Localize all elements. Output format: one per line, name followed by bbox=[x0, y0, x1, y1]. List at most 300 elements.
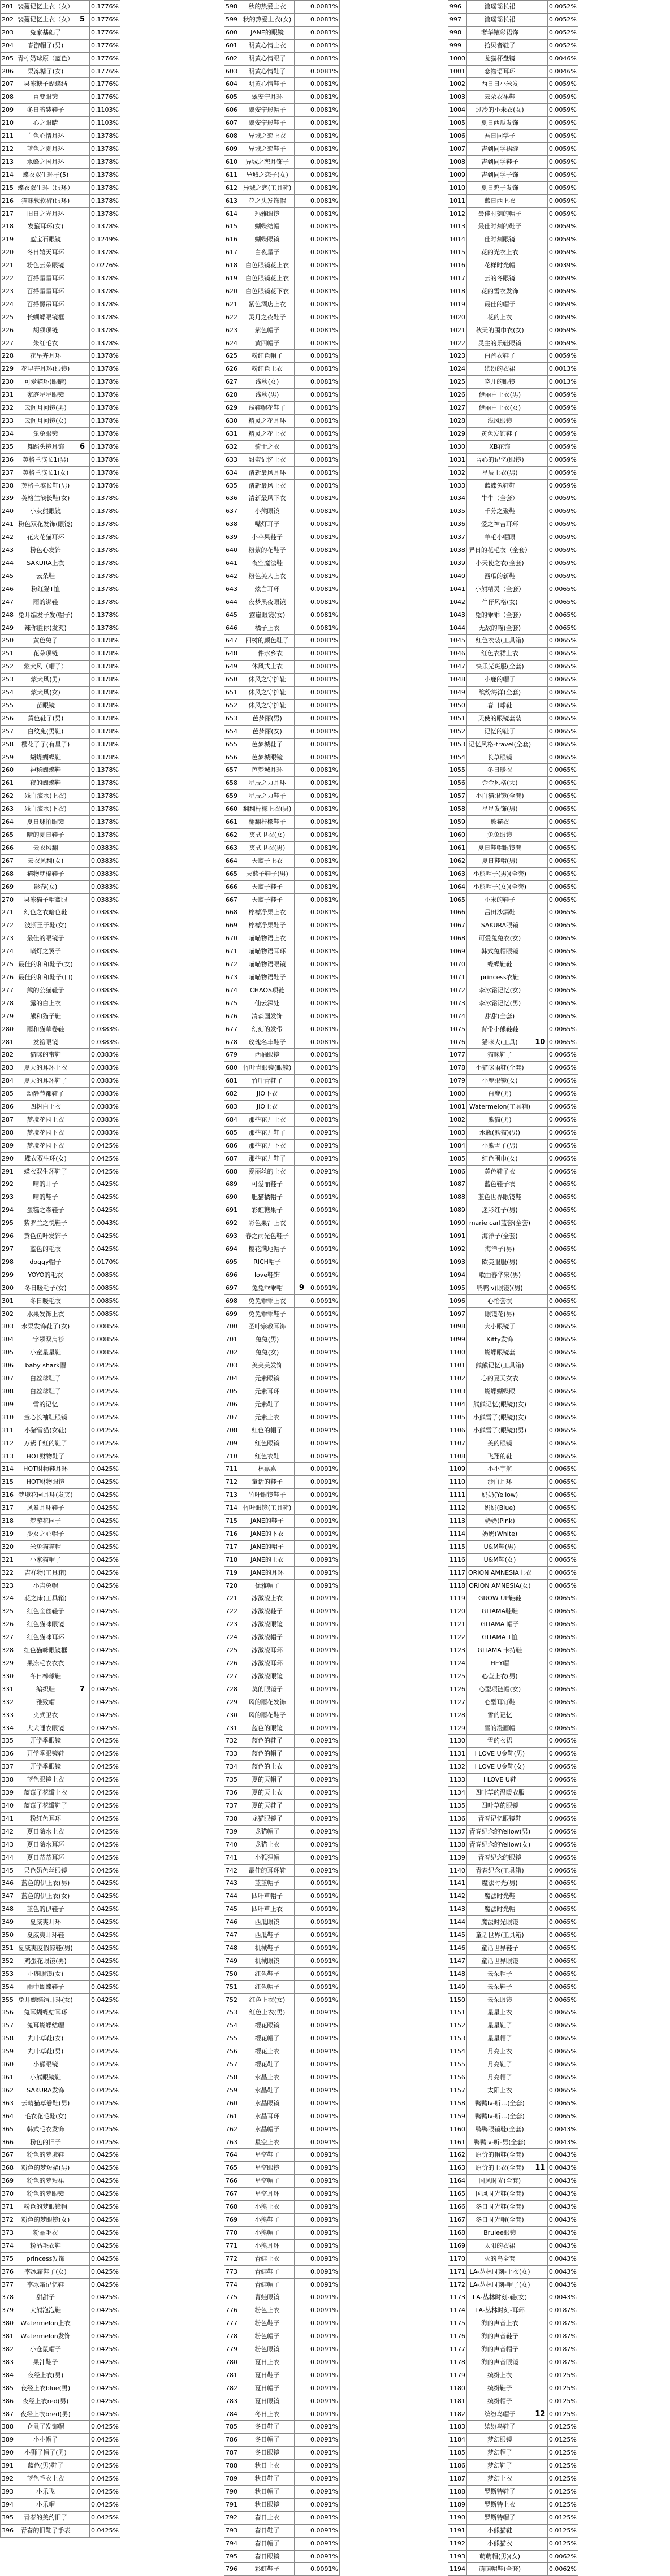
drop-rate: 0.0091% bbox=[309, 2304, 340, 2317]
table-row bbox=[224, 661, 340, 674]
drop-rate: 0.0065% bbox=[547, 1774, 578, 1787]
table-row bbox=[224, 1165, 340, 1178]
group-number bbox=[295, 544, 309, 557]
table-row bbox=[1, 1787, 120, 1800]
table-row bbox=[1, 687, 120, 700]
item-name: 翠安宁耳环 bbox=[240, 91, 295, 104]
drop-rate: 0.0091% bbox=[309, 1825, 340, 1838]
item-name: 浅秋(女) bbox=[240, 376, 295, 389]
table-row bbox=[1, 893, 120, 906]
item-name: 粉色的梦短裙 bbox=[16, 2175, 75, 2188]
table-row bbox=[448, 1152, 578, 1165]
item-name: 兔耳蝴蝶结耳环(女) bbox=[16, 1993, 75, 2006]
group-number bbox=[75, 181, 90, 194]
group-number bbox=[295, 1075, 309, 1088]
group-number bbox=[533, 492, 547, 505]
group-number bbox=[533, 1980, 547, 1993]
table-row bbox=[224, 505, 340, 518]
item-name: 异城之恋(工具箱) bbox=[240, 181, 295, 194]
row-index: 1005 bbox=[448, 117, 467, 130]
row-index: 222 bbox=[1, 272, 16, 285]
item-name: 红色猫咪耳环 bbox=[16, 1631, 75, 1644]
item-name: 小熊猫鞋 bbox=[467, 2524, 533, 2537]
group-number bbox=[75, 1256, 90, 1269]
item-name: 优雅帽子 bbox=[240, 1579, 295, 1592]
row-index: 613 bbox=[224, 194, 240, 207]
group-number bbox=[533, 2226, 547, 2239]
group-number bbox=[295, 1825, 309, 1838]
drop-rate: 0.0081% bbox=[309, 699, 340, 712]
drop-rate: 0.0052% bbox=[547, 39, 578, 52]
row-index: 657 bbox=[224, 764, 240, 777]
row-index: 264 bbox=[1, 816, 16, 829]
row-index: 1178 bbox=[448, 2356, 467, 2369]
row-index: 640 bbox=[224, 544, 240, 557]
group-number bbox=[533, 1592, 547, 1605]
row-index: 1075 bbox=[448, 1023, 467, 1036]
table-row bbox=[224, 2252, 340, 2265]
drop-rate: 0.0091% bbox=[309, 2447, 340, 2460]
group-number bbox=[295, 1, 309, 14]
item-name: 小仓鼠帽子 bbox=[16, 2343, 75, 2356]
table-row bbox=[448, 2188, 578, 2201]
item-name: 猫物就棉鞋子 bbox=[16, 867, 75, 880]
group-number bbox=[295, 130, 309, 143]
table-row bbox=[1, 738, 120, 751]
drop-rate: 0.0065% bbox=[547, 583, 578, 596]
item-name: 翠安宁形帽子 bbox=[240, 104, 295, 117]
group-number bbox=[295, 1774, 309, 1787]
item-name: 小熊雪子(男) bbox=[467, 1139, 533, 1152]
table-row bbox=[224, 2460, 340, 2473]
drop-rate: 0.0091% bbox=[309, 2550, 340, 2563]
group-number bbox=[295, 880, 309, 893]
row-index: 1163 bbox=[448, 2162, 467, 2175]
row-index: 334 bbox=[1, 1722, 16, 1735]
row-index: 736 bbox=[224, 1787, 240, 1800]
item-name: 梦游花园子 bbox=[16, 1515, 75, 1528]
drop-rate: 0.0091% bbox=[309, 2395, 340, 2408]
table-row bbox=[448, 207, 578, 220]
group-number bbox=[295, 2149, 309, 2162]
group-number bbox=[533, 324, 547, 337]
table-row bbox=[448, 570, 578, 583]
drop-rate: 0.0383% bbox=[90, 1036, 120, 1049]
group-number bbox=[75, 1657, 90, 1670]
row-index: 258 bbox=[1, 738, 16, 751]
drop-rate: 0.0043% bbox=[547, 2265, 578, 2278]
table-row bbox=[1, 259, 120, 272]
row-index: 772 bbox=[224, 2252, 240, 2265]
table-row bbox=[448, 1023, 578, 1036]
drop-rate: 0.0091% bbox=[309, 1605, 340, 1618]
row-index: 299 bbox=[1, 1269, 16, 1282]
group-number bbox=[75, 997, 90, 1010]
group-number bbox=[533, 622, 547, 635]
drop-rate: 0.0081% bbox=[309, 440, 340, 453]
row-index: 1104 bbox=[448, 1398, 467, 1411]
item-name: 冬日嬉天耳环 bbox=[16, 246, 75, 259]
table-row bbox=[1, 2317, 120, 2330]
row-index: 764 bbox=[224, 2149, 240, 2162]
table-row bbox=[448, 2019, 578, 2032]
table-row bbox=[1, 2291, 120, 2304]
group-number bbox=[295, 2486, 309, 2499]
group-number bbox=[295, 984, 309, 997]
drop-rate: 0.1378% bbox=[90, 764, 120, 777]
drop-rate: 0.1378% bbox=[90, 285, 120, 298]
row-index: 689 bbox=[224, 1178, 240, 1191]
table-row bbox=[1, 1010, 120, 1023]
drop-rate: 0.0065% bbox=[547, 1864, 578, 1877]
table-row bbox=[448, 816, 578, 829]
table-row bbox=[224, 622, 340, 635]
item-name: 吉到同学裙缝 bbox=[467, 142, 533, 155]
item-name: 冬日暖毛子(女) bbox=[16, 1282, 75, 1294]
table-row bbox=[224, 764, 340, 777]
item-name: 粉色的旧子 bbox=[16, 2136, 75, 2149]
item-name: 罗斯特帽子 bbox=[467, 2511, 533, 2524]
group-number bbox=[295, 2239, 309, 2252]
row-index: 788 bbox=[224, 2460, 240, 2473]
drop-rate: 0.0091% bbox=[309, 1993, 340, 2006]
table-row bbox=[224, 2239, 340, 2252]
table-row bbox=[448, 1735, 578, 1748]
drop-rate: 0.0059% bbox=[547, 389, 578, 402]
table-row bbox=[224, 1075, 340, 1088]
item-name: 秋日眼镜 bbox=[240, 2498, 295, 2511]
table-row bbox=[448, 1191, 578, 1204]
drop-rate: 0.0383% bbox=[90, 1113, 120, 1126]
drop-rate: 0.1378% bbox=[90, 130, 120, 143]
drop-rate: 0.0065% bbox=[547, 1748, 578, 1761]
item-name: 彩色果汁上衣 bbox=[240, 1217, 295, 1230]
group-number bbox=[75, 1010, 90, 1023]
drop-rate: 0.0065% bbox=[547, 1191, 578, 1204]
row-index: 1175 bbox=[448, 2317, 467, 2330]
drop-rate: 0.0043% bbox=[547, 2188, 578, 2201]
item-name: 韩式兔帽眼镜 bbox=[467, 945, 533, 958]
row-index: 719 bbox=[224, 1566, 240, 1579]
row-index: 1065 bbox=[448, 893, 467, 906]
row-index: 1002 bbox=[448, 78, 467, 91]
group-number bbox=[533, 1553, 547, 1566]
table-row bbox=[224, 39, 340, 52]
group-number bbox=[295, 570, 309, 583]
item-name: 晴的夏日鞋子 bbox=[16, 829, 75, 842]
row-index: 1076 bbox=[448, 1036, 467, 1049]
drop-rate: 0.0081% bbox=[309, 725, 340, 738]
item-name: 小熊精灵（全套） bbox=[467, 583, 533, 596]
row-index: 1147 bbox=[448, 1954, 467, 1967]
row-index: 249 bbox=[1, 622, 16, 635]
group-number bbox=[75, 26, 90, 39]
row-index: 669 bbox=[224, 919, 240, 932]
item-name: 小天使之衣(全套) bbox=[467, 557, 533, 570]
item-name: 缤纷鸟帽子 bbox=[467, 2408, 533, 2421]
group-number bbox=[75, 2162, 90, 2175]
row-index: 729 bbox=[224, 1696, 240, 1709]
drop-rate: 0.0091% bbox=[309, 2162, 340, 2175]
drop-rate: 0.1378% bbox=[90, 570, 120, 583]
group-number bbox=[295, 1618, 309, 1631]
row-index: 745 bbox=[224, 1903, 240, 1916]
group-number bbox=[295, 751, 309, 764]
row-index: 779 bbox=[224, 2343, 240, 2356]
group-number bbox=[75, 117, 90, 130]
table-row bbox=[448, 2524, 578, 2537]
item-name: 水晶帽子 bbox=[240, 2123, 295, 2136]
table-row bbox=[448, 1307, 578, 1320]
table-row bbox=[1, 932, 120, 945]
row-index: 642 bbox=[224, 570, 240, 583]
table-row bbox=[224, 699, 340, 712]
table-row bbox=[1, 1036, 120, 1049]
group-number bbox=[75, 1941, 90, 1954]
row-index: 605 bbox=[224, 91, 240, 104]
item-name: princess衣鞋 bbox=[467, 971, 533, 984]
group-number bbox=[295, 337, 309, 350]
table-row bbox=[448, 518, 578, 531]
item-name: 奶奶(Yellow) bbox=[467, 1489, 533, 1502]
group-number bbox=[75, 1489, 90, 1502]
row-index: 749 bbox=[224, 1954, 240, 1967]
item-name: 吉到同学子饰 bbox=[467, 168, 533, 181]
item-name: 龙猫眼镜子 bbox=[240, 1812, 295, 1825]
group-number bbox=[533, 596, 547, 609]
row-index: 1129 bbox=[448, 1722, 467, 1735]
table-row bbox=[224, 518, 340, 531]
group-number bbox=[295, 803, 309, 816]
row-index: 214 bbox=[1, 168, 16, 181]
row-index: 319 bbox=[1, 1527, 16, 1540]
table-row bbox=[1, 181, 120, 194]
item-name: 百搭星星耳环 bbox=[16, 272, 75, 285]
table-row bbox=[448, 1, 578, 14]
row-index: 765 bbox=[224, 2162, 240, 2175]
group-number bbox=[533, 1152, 547, 1165]
table-row bbox=[448, 1294, 578, 1307]
group-number bbox=[75, 1644, 90, 1657]
table-row bbox=[224, 867, 340, 880]
drop-rate: 0.0065% bbox=[547, 1502, 578, 1515]
drop-rate: 0.1378% bbox=[90, 168, 120, 181]
table-row bbox=[224, 829, 340, 842]
item-name: 冬日帽子 bbox=[240, 2434, 295, 2447]
group-number bbox=[295, 1709, 309, 1722]
row-index: 253 bbox=[1, 674, 16, 687]
group-number bbox=[533, 867, 547, 880]
item-name: HOT财物鞋耳环 bbox=[16, 1463, 75, 1476]
group-number bbox=[533, 1748, 547, 1761]
table-row bbox=[1, 2226, 120, 2239]
group-number bbox=[533, 1670, 547, 1683]
group-number bbox=[295, 1579, 309, 1592]
table-row bbox=[224, 2123, 340, 2136]
group-number bbox=[533, 661, 547, 674]
item-name: 黄色发饰鞋子 bbox=[467, 427, 533, 440]
group-number bbox=[533, 2317, 547, 2330]
row-index: 614 bbox=[224, 207, 240, 220]
drop-rate: 0.0091% bbox=[309, 1359, 340, 1372]
drop-rate: 0.0059% bbox=[547, 220, 578, 233]
drop-rate: 0.0383% bbox=[90, 1088, 120, 1101]
drop-rate: 0.0125% bbox=[547, 2537, 578, 2550]
table-row bbox=[224, 1735, 340, 1748]
group-number bbox=[75, 919, 90, 932]
item-name: 梦幻帽子 bbox=[467, 2447, 533, 2460]
drop-rate: 0.0383% bbox=[90, 1126, 120, 1139]
drop-rate: 0.0091% bbox=[309, 1683, 340, 1696]
row-index: 362 bbox=[1, 2084, 16, 2097]
drop-rate: 0.0059% bbox=[547, 337, 578, 350]
row-index: 271 bbox=[1, 906, 16, 919]
table-row bbox=[448, 2175, 578, 2188]
row-index: 732 bbox=[224, 1735, 240, 1748]
row-index: 778 bbox=[224, 2330, 240, 2343]
group-number bbox=[533, 803, 547, 816]
table-row bbox=[1, 1372, 120, 1385]
drop-rate: 0.0425% bbox=[90, 1709, 120, 1722]
row-index: 1073 bbox=[448, 997, 467, 1010]
row-index: 1053 bbox=[448, 738, 467, 751]
table-row bbox=[448, 1269, 578, 1282]
group-number bbox=[295, 661, 309, 674]
item-name: 大犬睡衣眼镜 bbox=[16, 1722, 75, 1735]
group-number bbox=[533, 2421, 547, 2434]
group-number bbox=[533, 1838, 547, 1851]
row-index: 1189 bbox=[448, 2498, 467, 2511]
group-number bbox=[75, 1372, 90, 1385]
drop-rate: 0.0065% bbox=[547, 1566, 578, 1579]
table-row bbox=[1, 440, 120, 453]
table-row bbox=[448, 2252, 578, 2265]
row-index: 1174 bbox=[448, 2304, 467, 2317]
row-index: 643 bbox=[224, 583, 240, 596]
drop-rate: 0.0425% bbox=[90, 2382, 120, 2395]
table-row bbox=[448, 1411, 578, 1424]
row-index: 1078 bbox=[448, 1062, 467, 1075]
group-number bbox=[533, 880, 547, 893]
drop-rate: 0.1776% bbox=[90, 65, 120, 78]
table-row bbox=[448, 531, 578, 544]
row-index: 716 bbox=[224, 1527, 240, 1540]
row-index: 766 bbox=[224, 2175, 240, 2188]
table-row bbox=[448, 26, 578, 39]
row-index: 259 bbox=[1, 751, 16, 764]
group-number bbox=[533, 1890, 547, 1903]
row-index: 617 bbox=[224, 246, 240, 259]
table-row bbox=[1, 1644, 120, 1657]
group-number bbox=[75, 168, 90, 181]
table-row bbox=[224, 1256, 340, 1269]
item-name: 秋日上衣 bbox=[240, 2460, 295, 2473]
drop-rate: 0.0383% bbox=[90, 1075, 120, 1088]
item-name: 天蓝子鞋子 bbox=[240, 880, 295, 893]
group-number bbox=[75, 1062, 90, 1075]
drop-rate: 0.0043% bbox=[90, 1217, 120, 1230]
group-number bbox=[75, 324, 90, 337]
row-index: 353 bbox=[1, 1967, 16, 1980]
item-name: 冬日上衣 bbox=[240, 2408, 295, 2421]
group-number bbox=[75, 518, 90, 531]
table-row bbox=[224, 2188, 340, 2201]
row-index: 396 bbox=[1, 2524, 16, 2537]
group-number bbox=[533, 570, 547, 583]
drop-rate: 0.0425% bbox=[90, 1437, 120, 1450]
row-index: 785 bbox=[224, 2421, 240, 2434]
item-name: 风的雨花鞋子 bbox=[240, 1709, 295, 1722]
group-number bbox=[295, 1010, 309, 1023]
group-number bbox=[533, 635, 547, 648]
item-name: 千分之聚鞋 bbox=[467, 505, 533, 518]
drop-rate: 0.0065% bbox=[547, 1372, 578, 1385]
table-row bbox=[1, 2045, 120, 2058]
table-row bbox=[1, 1463, 120, 1476]
drop-rate: 0.0091% bbox=[309, 2019, 340, 2032]
table-row bbox=[1, 1877, 120, 1890]
item-name: 蓝色的伊上衣(女) bbox=[16, 1890, 75, 1903]
row-index: 647 bbox=[224, 635, 240, 648]
drop-rate: 0.0065% bbox=[547, 1269, 578, 1282]
group-number bbox=[533, 816, 547, 829]
drop-rate: 0.0091% bbox=[309, 2213, 340, 2226]
row-index: 1054 bbox=[448, 751, 467, 764]
row-index: 395 bbox=[1, 2511, 16, 2524]
item-name: 春日球鞋 bbox=[467, 699, 533, 712]
row-index: 1047 bbox=[448, 661, 467, 674]
item-name: 最佳时刻的帽子 bbox=[467, 207, 533, 220]
item-name: 红色衣裙上衣 bbox=[467, 648, 533, 661]
item-name: 欧美服服(男) bbox=[467, 1256, 533, 1269]
row-index: 704 bbox=[224, 1372, 240, 1385]
drop-rate: 0.0425% bbox=[90, 1812, 120, 1825]
item-name: 快乐光斑服(全套) bbox=[467, 661, 533, 674]
table-row bbox=[224, 2563, 340, 2576]
drop-rate: 0.1378% bbox=[90, 389, 120, 402]
row-index: 775 bbox=[224, 2291, 240, 2304]
table-row bbox=[224, 1851, 340, 1864]
row-index: 320 bbox=[1, 1540, 16, 1553]
item-name: 清新最风上衣 bbox=[240, 479, 295, 492]
item-name: 樱花子子(有星子) bbox=[16, 738, 75, 751]
table-row bbox=[1, 78, 120, 91]
group-number bbox=[295, 1230, 309, 1243]
row-index: 247 bbox=[1, 596, 16, 609]
drop-rate: 0.0065% bbox=[547, 712, 578, 725]
row-index: 207 bbox=[1, 78, 16, 91]
row-index: 1194 bbox=[448, 2563, 467, 2576]
row-index: 1166 bbox=[448, 2201, 467, 2214]
table-row bbox=[224, 337, 340, 350]
group-number bbox=[533, 2382, 547, 2395]
row-index: 693 bbox=[224, 1230, 240, 1243]
drop-rate: 0.0425% bbox=[90, 2498, 120, 2511]
item-name: 伊丽白上衣(男) bbox=[467, 389, 533, 402]
group-number bbox=[533, 1877, 547, 1890]
table-row bbox=[1, 1307, 120, 1320]
group-number bbox=[295, 764, 309, 777]
row-index: 379 bbox=[1, 2304, 16, 2317]
item-name: JANE的鞋子 bbox=[240, 1515, 295, 1528]
table-row bbox=[1, 1282, 120, 1294]
drop-rate: 0.0081% bbox=[309, 544, 340, 557]
row-index: 213 bbox=[1, 155, 16, 168]
drop-rate: 0.0091% bbox=[309, 2110, 340, 2123]
table-row bbox=[448, 1139, 578, 1152]
item-name: JANE的下衣 bbox=[240, 1527, 295, 1540]
drop-rate: 0.0425% bbox=[90, 2239, 120, 2252]
